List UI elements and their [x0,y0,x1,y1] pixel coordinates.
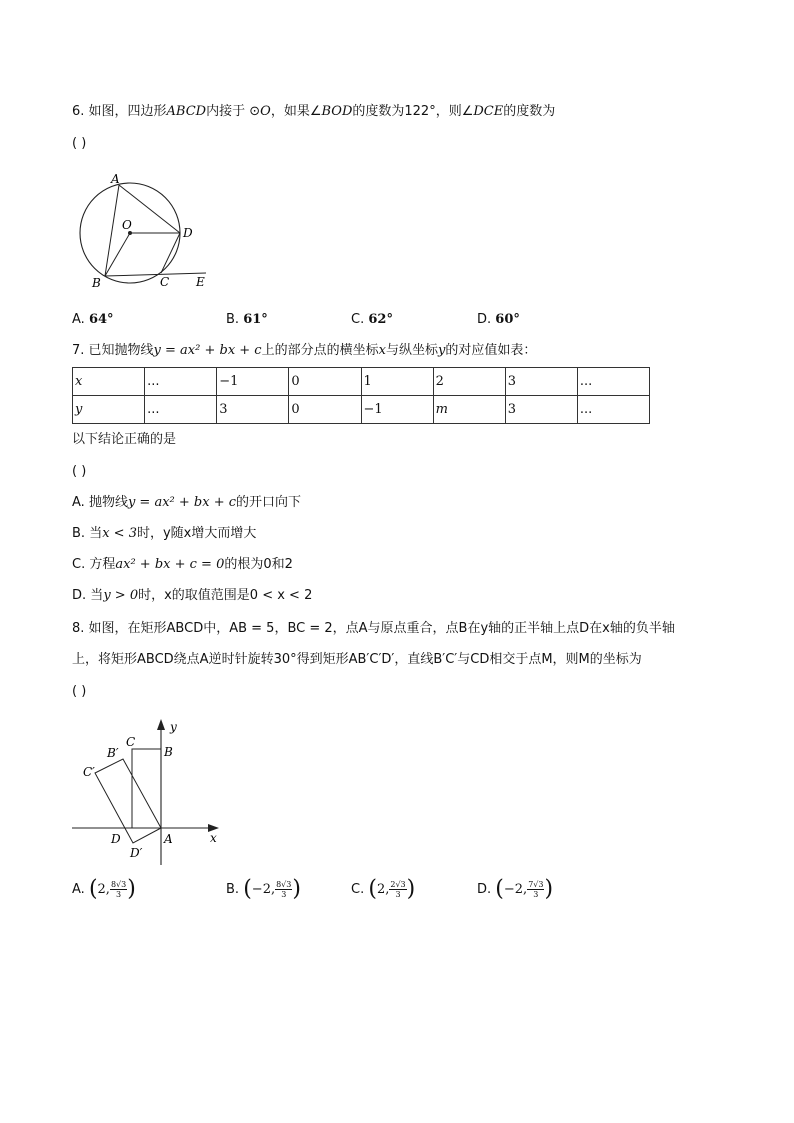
q8-rectangle-figure [72,715,232,865]
label-d: D [111,832,121,846]
label-o: O [122,218,132,232]
label-e: E [196,275,205,289]
q6-option-b[interactable]: B. 61° [226,312,268,327]
q8-stem-line1: 8. 如图，在矩形ABCD中，AB = 5，BC = 2，点A与原点重合，点B在y轴的正半轴上点D在x轴的负半轴 [72,621,675,636]
label-y: y [170,720,177,734]
label-d-prime: D′ [130,846,143,860]
q7-option-c[interactable]: C. 方程ax² + bx + c = 0的根为0和2 [72,557,293,572]
label-c: C [126,735,136,749]
label-d: D [183,226,193,240]
label-a: A [164,832,173,846]
label-a: A [111,172,120,186]
table-row: y ... 3 0 −1 m 3 ... [73,396,650,424]
q7-conclusion: 以下结论正确的是 [72,432,177,447]
q8-answer-paren: ( ) [72,684,87,699]
label-c: C [160,275,170,289]
q7-option-d[interactable]: D. 当y > 0时，x的取值范围是0 < x < 2 [72,588,313,603]
label-x: x [210,831,217,845]
label-b: B [92,276,101,290]
q6-stem: 6. 如图，四边形ABCD内接于 ⊙O，如果∠BOD的度数为122°，则∠DCE的度数为 [72,104,556,119]
q7-option-a[interactable]: A. 抛物线y = ax² + bx + c的开口向下 [72,495,302,510]
q6-option-a[interactable]: A. 64° [72,312,114,327]
q8-option-a[interactable]: A. (2, $\frac{8√3}{3}$ ) [72,876,136,902]
q8-option-b[interactable]: B. (−2, $\frac{8√3}{3}$ ) [226,876,301,902]
q7-option-b[interactable]: B. 当x < 3时，y随x增大而增大 [72,526,257,541]
label-c-prime: C′ [83,765,95,779]
q6-option-c[interactable]: C. 62° [351,312,393,327]
q6-circle-figure [76,170,216,292]
q8-option-c[interactable]: C. (2, $\frac{2√3}{3}$ ) [351,876,416,902]
q7-answer-paren: ( ) [72,464,87,479]
label-b-prime: B′ [107,746,119,760]
q7-stem: 7. 已知抛物线y = ax² + bx + c上的部分点的横坐标x与纵坐标y的对应值如表： [72,343,537,358]
q6-answer-paren: ( ) [72,136,87,151]
q7-value-table [72,367,650,424]
label-b: B [164,745,173,759]
q8-option-d[interactable]: D. (−2, $\frac{7√3}{3}$ ) [477,876,554,902]
table-row: x ... −1 0 1 2 3 ... [73,368,650,396]
q6-option-d[interactable]: D. 60° [477,312,520,327]
q8-stem-line2: 上，将矩形ABCD绕点A逆时针旋转30°得到矩形AB′C′D′，直线B′C′与CD相交于点M，则M的坐标为 [72,652,642,667]
